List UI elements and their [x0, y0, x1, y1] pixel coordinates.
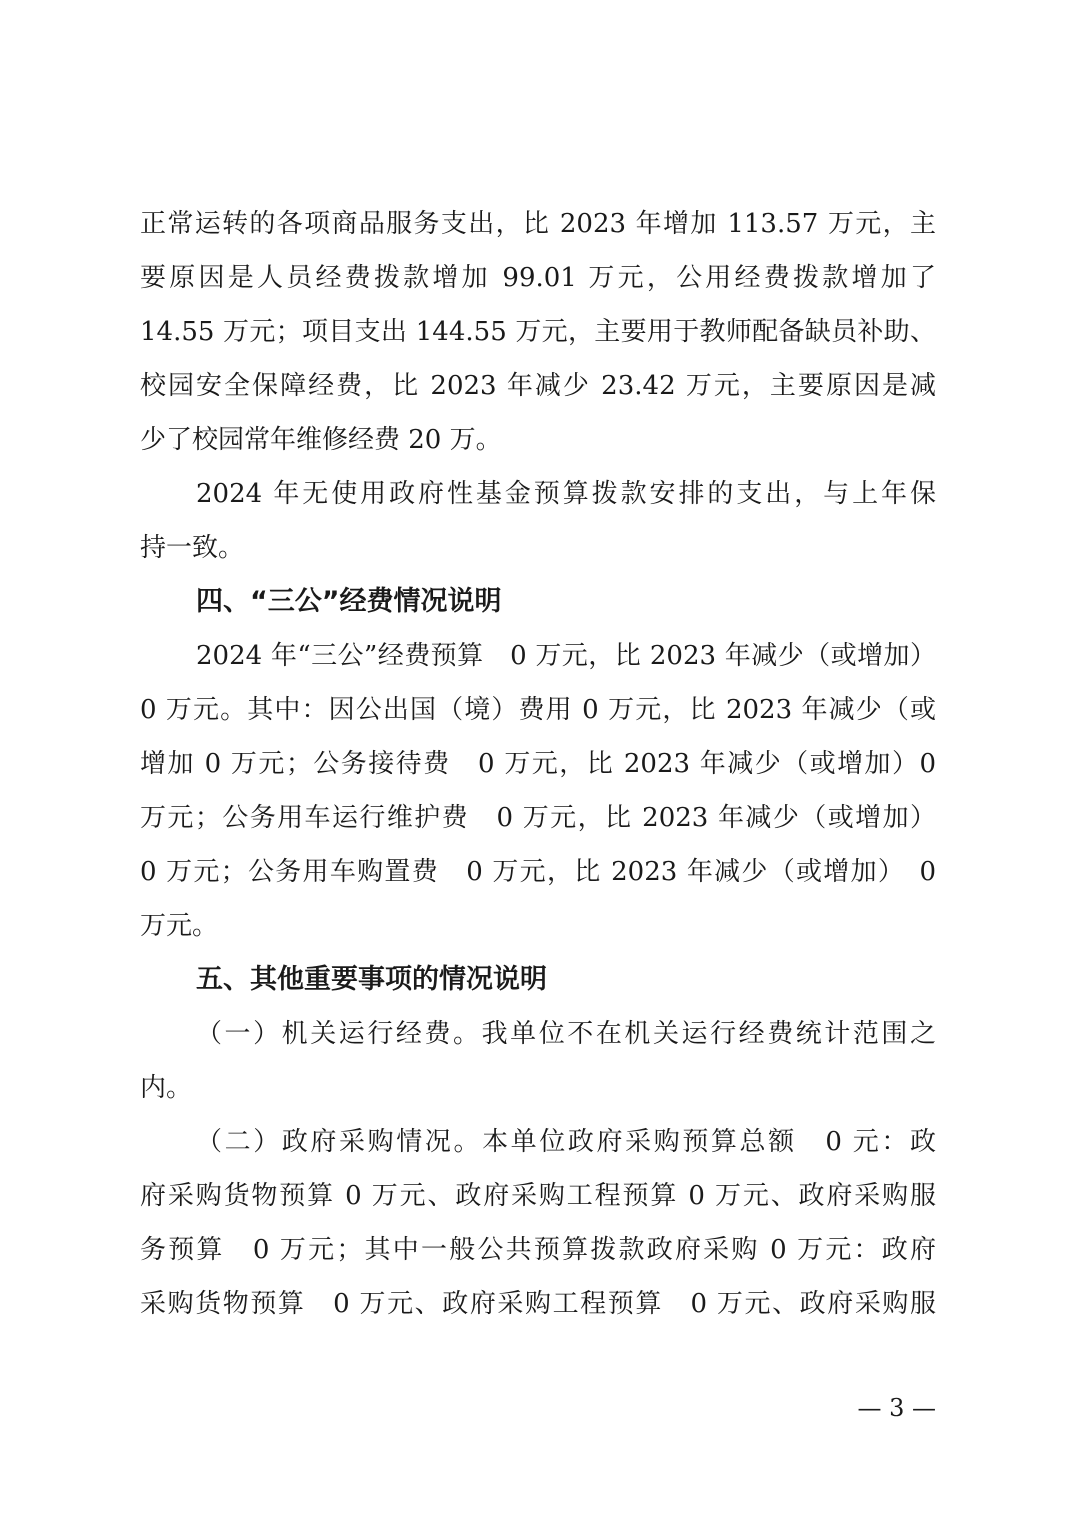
paragraph-line: 要原因是人员经费拨款增加 99.01 万元，公用经费拨款增加了 — [140, 263, 936, 293]
paragraph-line: 持一致。 — [140, 533, 245, 563]
paragraph-line: 内。 — [140, 1073, 193, 1103]
paragraph-line: 0 万元。其中：因公出国（境）费用 0 万元，比 2023 年减少（或 — [140, 695, 936, 725]
paragraph-line: （一）机关运行经费。我单位不在机关运行经费统计范围之 — [196, 1019, 936, 1049]
section-heading: 五、其他重要事项的情况说明 — [196, 964, 547, 995]
paragraph-line: 正常运转的各项商品服务支出，比 2023 年增加 113.57 万元，主 — [140, 209, 936, 239]
paragraph-line: 府采购货物预算 0 万元、政府采购工程预算 0 万元、政府采购服 — [140, 1181, 936, 1211]
paragraph-line: 0 万元；公务用车购置费 0 万元，比 2023 年减少（或增加） 0 — [140, 857, 936, 887]
paragraph-line: 万元。 — [140, 911, 219, 941]
paragraph-line: 万元；公务用车运行维护费 0 万元，比 2023 年减少（或增加） — [140, 803, 936, 833]
page-number: — 3 — — [857, 1394, 936, 1422]
paragraph-line: 务预算 0 万元；其中一般公共预算拨款政府采购 0 万元：政府 — [140, 1235, 936, 1265]
paragraph-line: 增加 0 万元；公务接待费 0 万元，比 2023 年减少（或增加）0 — [140, 749, 936, 779]
paragraph-line: 2024 年无使用政府性基金预算拨款安排的支出，与上年保 — [196, 479, 936, 509]
paragraph-line: 少了校园常年维修经费 20 万。 — [140, 425, 502, 455]
paragraph-line: 14.55 万元；项目支出 144.55 万元，主要用于教师配备缺员补助、 — [140, 317, 936, 347]
paragraph-line: 校园安全保障经费，比 2023 年减少 23.42 万元，主要原因是减 — [140, 371, 936, 401]
paragraph-line: （二）政府采购情况。本单位政府采购预算总额 0 元：政 — [196, 1127, 936, 1157]
section-heading: 四、“三公”经费情况说明 — [196, 586, 502, 617]
paragraph-line: 2024 年“三公”经费预算 0 万元，比 2023 年减少（或增加） — [196, 641, 936, 671]
paragraph-line: 采购货物预算 0 万元、政府采购工程预算 0 万元、政府采购服 — [140, 1289, 936, 1319]
